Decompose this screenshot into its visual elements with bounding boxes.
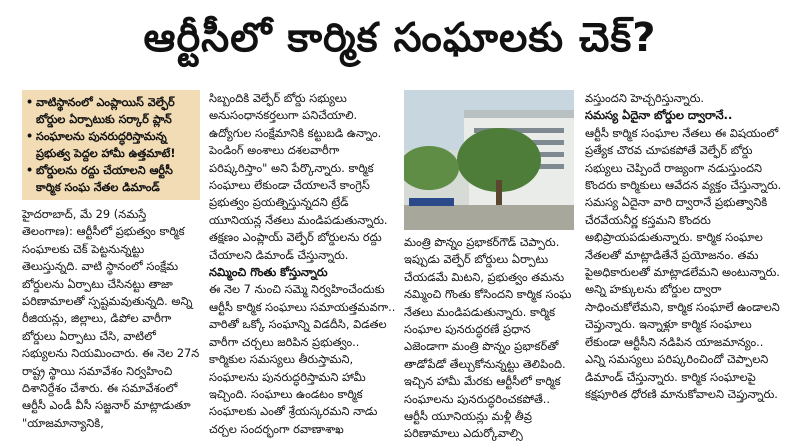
photo-illustration (404, 90, 574, 230)
article-paragraph: సిబ్బందికి వెల్ఫేర్ బోర్డు సభ్యులు అనుసంధానకర్తలుగా పనిచేయాలి. ఉద్యోగుల సంక్షేమానికి కట్టుబడి ఉన్నాం. పెండింగ్ అంశాలు దశలవారీగా పరిష్కరిస్తాం" అని పేర్కొన్నారు. కార్మిక సంఘాలు లేకుండా చేయాలనే కాంగ్రెస్ ప్రభుత్వం ప్రయత్నిస్తున్నదని ట్రేడ్ యూనియన్ల నేతలు మండిపడుతున్నారు. తక్షణం ఎంప్లాయ్ వెల్ఫేర్ బోర్డులను రద్దు చేయాలని డిమాండ్ చేస్తున్నారు. (209, 91, 388, 262)
column-3 (404, 90, 574, 443)
highlight-item (26, 128, 194, 162)
section-subhead: సమస్య ఏదైనా బోర్డుల ద్వారానే.. (585, 108, 733, 123)
highlight-text: వాటిస్థానంలో ఎంప్లాయిస్ వెల్ఫేర్ బోర్డుల ఏర్పాటుకు సర్కార్ ప్లాన్ (36, 96, 175, 126)
bullet-icon: • (26, 164, 34, 177)
bullet-icon: • (26, 96, 34, 109)
highlight-item (26, 94, 194, 128)
highlight-item (26, 162, 194, 196)
section-subhead: నమ్మించి గొంతు కోస్తున్నారు (209, 265, 328, 280)
article-paragraph: ఈ నెల 7 నుంచి సమ్మె నిర్వహించేందుకు ఆర్టీసీ కార్మిక సంఘాలు సమాయత్తమవగా.. వారితో ఒక్కో సంఘాన్ని విడదీసి, విడతల వారీగా చర్చలు జరిపిన ప్రభుత్వం.. కార్మికుల సమస్యలు తీరుస్తామని, సంఘాలను పునరుద్ధరిస్తామని హామీ ఇచ్చింది. సంఘాలు ఉండటం కార్మిక సంఘాలకు ఎంతో శ్రేయస్కరమని నాడు చర్చల సందర్భంగా రవాణాశాఖ (209, 282, 396, 436)
column-1 (22, 90, 200, 432)
article-paragraph: మంత్రి పొన్నం ప్రభాకర్‌గౌడ్ చెప్పారు. ఇప్పుడు వెల్ఫేర్ బోర్డులు ఏర్పాటు చేయడమే మిటని, ప్రభుత్వం తమను నమ్మించి గొంతు కోసిందని కార్మిక సంఘ నేతలు మండిపడుతున్నారు. కార్మిక సంఘాల పునరుద్ధరణే ప్రధాన ఎజెండాగా మంత్రి పొన్నం ప్రభాకర్‌తో తాడోపేడో తేల్చుకోనున్నట్టు తెలిపింది. ఇచ్చిన హామీ మేరకు ఆర్టీసీలో కార్మిక సంఘాలను పునరుద్ధరించకపోతే.. ఆర్టీసీ యూనియన్లు మళ్లీ తీవ్ర పరిణామాలు ఎదుర్కోవాల్సి (404, 235, 572, 441)
article-paragraph: ఆర్టీసీ కార్మిక సంఘాల నేతలు ఈ విషయంలో ప్రత్యేక చొరవ చూపకపోతే వెల్ఫేర్ బోర్డు సభ్యులు చెప్పిందే రాజ్యంగా నడుస్తుందని కొందరు కార్మికులు ఆవేదన వ్యక్తం చేస్తున్నారు. సమస్య ఏదైనా వారి ద్వారానే ప్రభుత్వానికి చేరవేయనీర్ణ కస్తమని కొందరు అభిప్రాయపడుతున్నారు. కార్మిక సంఘాల నేతలతో మాట్లాడితేనే ప్రయోజనం. తమ పైఅధికారులతో మాట్లాడలేమని అంటున్నారు. అన్ని హక్కులను బోర్డుల ద్వారా సాధించుకోలేమని, కార్మిక సంఘాలే ఉండాలని చెప్తున్నారు. ఇన్నాళ్లూ కార్మిక సంఘాలు లేకుండా ఆర్టీసీని నడిపిన యాజమాన్యం.. ఎన్ని సమస్యలు పరిష్కరించిందో చెప్పాలని డిమాండ్ చేస్తున్నారు. కార్మిక సంఘాలపై కక్షపూరిత ధోరణి మానుకోవాలని చెప్తున్నారు. (585, 125, 782, 401)
highlight-text: సంఘాలను పునరుద్ధరిస్తామన్న ప్రభుత్వ పెద్దల హామీ ఉత్తమాటే! (36, 130, 176, 160)
article-paragraph: వస్తుందని హెచ్చరిస్తున్నారు. (585, 91, 705, 105)
highlights-box (22, 90, 200, 200)
column-2 (209, 90, 396, 438)
column-4 (585, 90, 785, 403)
bullet-icon: • (26, 130, 34, 143)
rtc-building-photo (404, 90, 574, 230)
headline: ఆర్టీసీలో కార్మిక సంఘాలకు చెక్? (143, 15, 657, 61)
article-paragraph: హైదరాబాద్, మే 29 (నమస్తే తెలంగాణ): ఆర్టీసీలో ప్రభుత్వం కార్మిక సంఘాలకు చెక్ పెట్టనున్నట్టు తెలుస్తున్నది. వాటి స్థానంలో సంక్షేమ బోర్డులను ఏర్పాటు చేసినట్టు తాజా పరిణామాలతో స్పష్టమవుతున్నది. అన్ని రీజియన్లు, జిల్లాలు, డిపోల వారీగా బోర్డులు ఏర్పాటు చేసి, వాటిలో సభ్యులను నియమించారు. ఈ నెల 27న రాష్ట్ర స్థాయి సమావేశం నిర్వహించి దిశానిర్దేశం చేశారు. ఈ సమావేశంలో ఆర్టీసీ ఎండీ వీసీ సజ్జనార్ మాట్లాడుతూ "యాజమాన్యానికి, (22, 207, 200, 430)
highlight-text: బోర్డులను రద్దు చేయాలని ఆర్టీసీ కార్మిక సంఘ నేతల డిమాండ్ (36, 164, 173, 194)
